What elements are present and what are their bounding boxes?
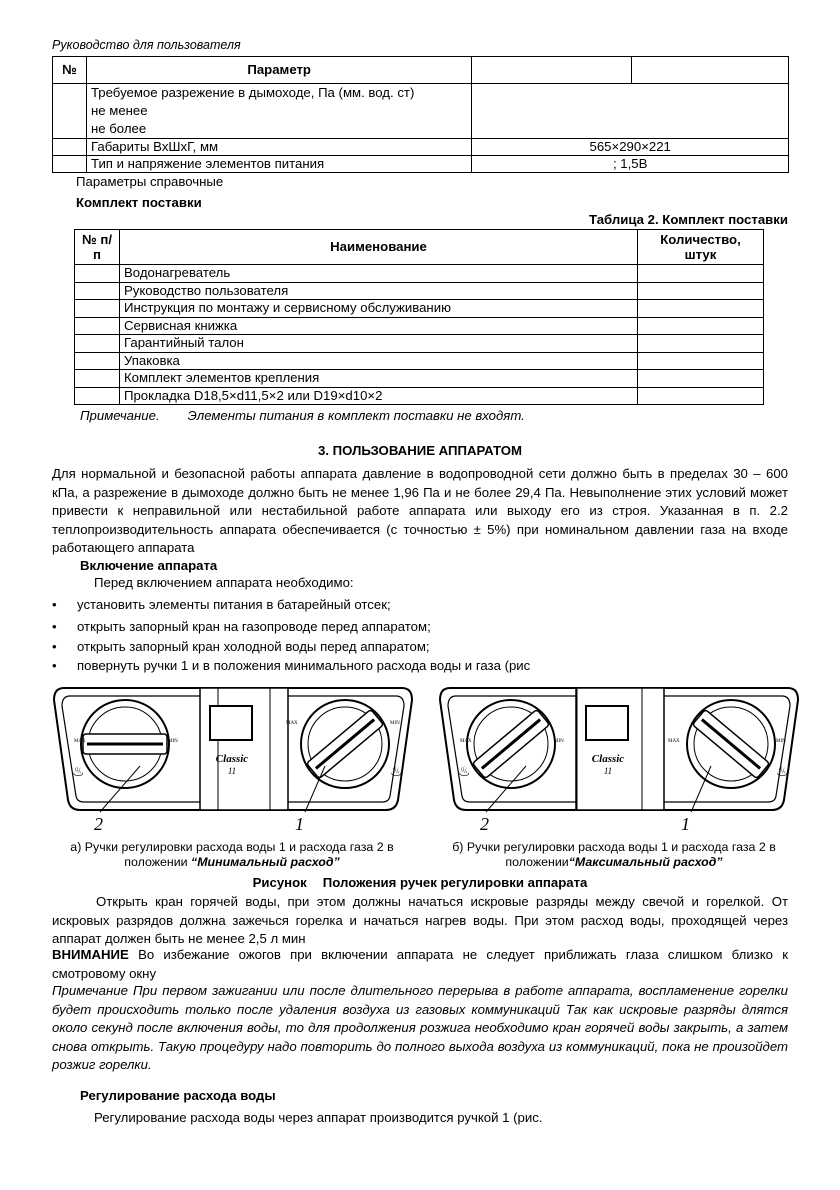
svg-text:MAX: MAX <box>74 739 86 744</box>
caption-a: а) Ручки регулировки расхода воды 1 и расхода газа 2 в положении “Минимальный расход” <box>70 840 394 869</box>
switch-on-lead: Перед включением аппарата необходимо: <box>94 575 354 590</box>
model-label: 11 <box>603 766 613 776</box>
water-regulation-heading: Регулирование расхода воды <box>80 1088 276 1103</box>
display-window <box>210 706 252 740</box>
delivery-heading: Комплект поставки <box>76 195 202 210</box>
ignition-note: Примечание При первом зажигании или после длительного перерыва в работе аппарата, воспламенение горелки будет происходить только после удаления воздуха из газовых коммуникаций Так как искровые разряды длятся около секунд после включения воды, то для продолжения розжига необходимо кран горячей воды закрыть, а затем снова открыть. Такую процедуру надо повторить до полного выхода воздуха из коммуникаций, пока не произойдет розжиг горелки. <box>52 983 788 1072</box>
list-item: Упаковка <box>119 352 637 370</box>
param-value-dimensions: 565×290×221 <box>472 139 789 156</box>
svg-text:MAX: MAX <box>286 721 298 726</box>
running-title: Руководство для пользователя <box>52 38 241 52</box>
warning-label: ВНИМАНИЕ <box>52 947 129 962</box>
reference-note: Параметры справочные <box>76 174 224 189</box>
warning: ВНИМАНИЕ Во избежание ожогов при включении аппарата не следует приближать глаза слишком близко к смотровому окну <box>52 947 788 981</box>
brand-label: Classic <box>215 753 249 765</box>
param-value-battery: ; 1,5В <box>472 156 789 173</box>
param-col-empty <box>632 57 789 84</box>
flame-icon: ♨ <box>458 765 471 780</box>
flame-icon: ♨ <box>72 765 85 780</box>
section-intro: Для нормальной и безопасной работы аппарата давление в водопроводной сети должно быть в пределах 30 – 600 кПа, а разрежение в дымоходе должно быть не менее 1,96 Па и не более 29,4 Па. Невыполнение этих условий может привести к неправильной или нестабильной работе аппарата или выходу его из строя. Указанная в п. 2.2 теплопроизводительность аппарата обеспечивается (с точностью ± 5%) при номинальном давлении газа на входе работающего аппарата <box>52 466 788 555</box>
list-item: Комплект элементов крепления <box>119 370 637 388</box>
delivery-table-caption: Таблица 2. Комплект поставки <box>589 212 788 227</box>
param-col-no: № <box>53 57 87 84</box>
list-item: Прокладка D18,5×d11,5×2 или D19×d10×2 <box>119 387 637 405</box>
callout-1: 1 <box>681 814 690 834</box>
param-row-draught: Требуемое разрежение в дымоходе, Па (мм. вод. ст) не менее не более <box>86 84 471 139</box>
brand-label: Classic <box>591 753 625 765</box>
svg-text:MIN: MIN <box>168 739 178 744</box>
delivery-note: Примечание. Элементы питания в комплект поставки не входят. <box>80 408 525 423</box>
display-window <box>586 706 628 740</box>
list-item: Водонагреватель <box>119 265 637 283</box>
delivery-col-name: Наименование <box>119 230 637 265</box>
switch-on-heading: Включение аппарата <box>80 558 218 573</box>
callout-1: 1 <box>295 814 304 834</box>
delivery-col-qty: Количество, штук <box>638 230 764 265</box>
list-item: Гарантийный талон <box>119 335 637 353</box>
param-col-empty <box>472 57 632 84</box>
caption-b: б) Ручки регулировки расхода воды 1 и расхода газа 2 в положении“Максимальный расход” <box>452 840 776 869</box>
list-item: Руководство пользователя <box>119 282 637 300</box>
model-label: 11 <box>227 766 237 776</box>
water-regulation-text: Регулирование расхода воды через аппарат производится ручкой 1 (рис. <box>94 1110 543 1125</box>
flame-icon: ♨ <box>776 765 789 780</box>
list-item: Сервисная книжка <box>119 317 637 335</box>
svg-text:MIN: MIN <box>390 721 400 726</box>
section-title: 3. ПОЛЬЗОВАНИЕ АППАРАТОМ <box>318 443 522 458</box>
param-row-dimensions: Габариты ВхШхГ, мм <box>86 139 471 156</box>
svg-text:MIN: MIN <box>776 739 786 744</box>
delivery-table <box>74 229 764 405</box>
list-item: Инструкция по монтажу и сервисному обслуживанию <box>119 300 637 318</box>
svg-text:MAX: MAX <box>668 739 680 744</box>
callout-2: 2 <box>94 814 103 834</box>
parameter-table <box>52 56 789 173</box>
param-row-battery: Тип и напряжение элементов питания <box>86 156 471 173</box>
svg-text:MAX: MAX <box>460 739 472 744</box>
ignition-text: Открыть кран горячей воды, при этом должны начаться искровые разряды между свечой и горелкой. От искровых разрядов должна зажечься горелка и начаться нагрев воды. При этом расход воды, проходящей через аппарат должен быть не менее 2,5 л мин <box>52 894 788 946</box>
figure-title: Рисунок Положения ручек регулировки аппарата <box>252 875 588 890</box>
param-col-name: Параметр <box>86 57 471 84</box>
control-panel-maximum <box>436 680 806 836</box>
flame-icon: ♨ <box>390 765 403 780</box>
callout-2: 2 <box>480 814 489 834</box>
delivery-col-no: № п/п <box>75 230 120 265</box>
svg-text:MIN: MIN <box>554 739 564 744</box>
control-panel-minimum <box>50 680 420 836</box>
